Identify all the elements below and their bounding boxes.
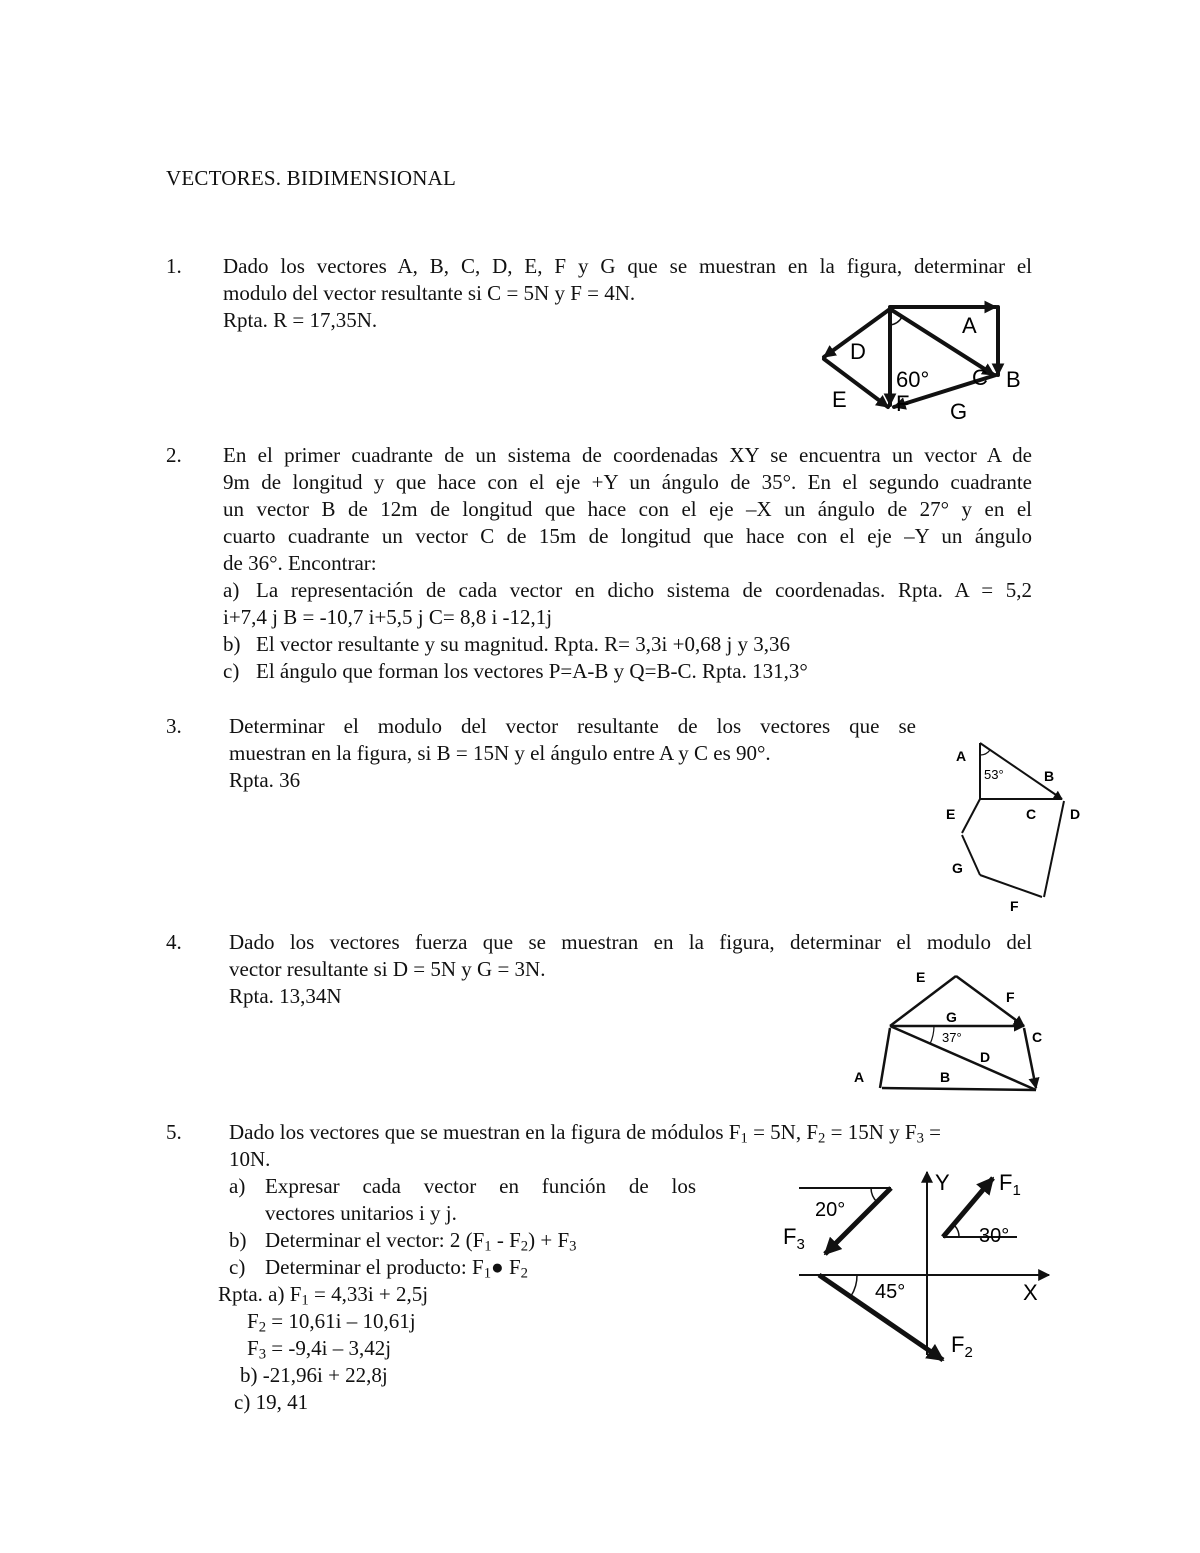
problem-4-text-line: vector resultante si D = 5N y G = 3N. — [229, 957, 546, 981]
angle-label: 60° — [896, 367, 930, 392]
f3-label: $F_3$ — [783, 1224, 805, 1253]
problem-1-answer: Rpta. R = 17,35N. — [223, 308, 378, 332]
item-marker: a) — [229, 1174, 246, 1198]
item-marker: a) — [223, 578, 240, 602]
angle-30-label: 30° — [979, 1225, 1010, 1247]
problem-1-text-line: Dado los vectores A, B, C, D, E, F y G que se muestran en la figura, determinar el — [223, 254, 1032, 278]
vector-d — [1044, 801, 1064, 897]
label-e: E — [946, 806, 956, 822]
angle-45-label: 45° — [875, 1281, 906, 1303]
angle-label: 53° — [984, 767, 1004, 782]
problem-3-figure — [940, 735, 1090, 915]
vector-g — [962, 835, 980, 875]
vector-e — [962, 799, 980, 833]
label-b: B — [1006, 367, 1021, 392]
label-a: A — [962, 313, 977, 338]
label-f: F — [896, 391, 910, 416]
problem-2-text-line: En el primer cuadrante de un sistema de coordenadas XY se encuentra un vector A de — [223, 443, 1032, 467]
label-a: A — [854, 1069, 865, 1085]
item-text-line: La representación de cada vector en dicho sistema de coordenadas. Rpta. A = 5,2 — [256, 578, 1032, 602]
problem-5-text-line: 10N. — [229, 1147, 271, 1171]
angle-arc-f2 — [851, 1275, 857, 1296]
problem-4-answer: Rpta. 13,34N — [229, 984, 342, 1008]
item-marker: c) — [223, 659, 240, 683]
label-a: A — [956, 748, 967, 764]
problem-2-text-line: de 36°. Encontrar: — [223, 551, 377, 575]
vector-b — [882, 1088, 1036, 1090]
problem-2-text-line: cuarto cuadrante un vector C de 15m de longitud que hace con el eje –Y un ángulo — [223, 524, 1032, 548]
problem-3-text-line: muestran en la figura, si B = 15N y el ángulo entre A y C es 90°. — [229, 741, 771, 765]
vector-f — [980, 875, 1042, 897]
label-e: E — [832, 387, 847, 412]
problem-4-text-line: Dado los vectores fuerza que se muestran en la figura, determinar el modulo del — [229, 930, 1032, 954]
item-text-line: El vector resultante y su magnitud. Rpta. R= 3,3i +0,68 j y 3,36 — [256, 632, 791, 656]
angle-arc — [980, 750, 990, 755]
problem-3-text-line: Determinar el modulo del vector resultante de los vectores que se — [229, 714, 916, 738]
label-b: B — [1044, 768, 1055, 784]
angle-label: 37° — [942, 1030, 962, 1045]
answer-line: $F_3 = -9,4i - 3,42j$ — [247, 1336, 392, 1363]
problem-2-text-line: un vector B de 12m de longitud que hace con el eje –X un ángulo de 27° y en el — [223, 497, 1032, 521]
label-g: G — [952, 860, 963, 876]
item-text-line: Determinar el producto: $F_1●$ $F_2$ — [265, 1255, 528, 1282]
label-d: D — [850, 339, 866, 364]
item-text-line: i+7,4 j B = -10,7 i+5,5 j C= 8,8 i -12,1j — [223, 605, 553, 629]
item-marker: b) — [229, 1228, 247, 1252]
problem-3-answer: Rpta. 36 — [229, 768, 301, 792]
page-title: VECTORES. BIDIMENSIONAL — [166, 166, 457, 190]
f1-label: $F_1$ — [999, 1170, 1021, 1199]
vector-f3 — [825, 1188, 891, 1254]
item-text-line: Expresar cada vector en función de los — [265, 1174, 696, 1198]
label-d: D — [1070, 806, 1081, 822]
problem-5-number: 5. — [166, 1120, 182, 1144]
item-marker: b) — [223, 632, 241, 656]
answer-line: Rpta. a) $F_1 = 4,33i + 2,5j$ — [218, 1282, 429, 1309]
problem-1-figure — [810, 295, 1040, 425]
problem-5-text-line: Dado los vectores que se muestran en la figura de módulos $F_1 = 5N$, $F_2 = 15N$ y $F_3$ = — [229, 1120, 941, 1147]
problem-2-number: 2. — [166, 443, 182, 467]
problem-4-figure — [850, 962, 1055, 1092]
item-text-line: El ángulo que forman los vectores P=A-B y Q=B-C. Rpta. 131,3° — [256, 659, 808, 683]
vector-a — [880, 1028, 890, 1088]
problem-1-number: 1. — [166, 254, 182, 278]
label-c: C — [1032, 1029, 1043, 1045]
angle-20-label: 20° — [815, 1199, 846, 1221]
answer-line: $F_2 = 10,61i - 10,61j$ — [247, 1309, 416, 1336]
label-f: F — [1010, 898, 1019, 914]
f2-label: $F_2$ — [951, 1332, 973, 1361]
angle-arc — [930, 1026, 934, 1044]
label-f: F — [1006, 989, 1015, 1005]
problem-1-text-line: modulo del vector resultante si C = 5N y F = 4N. — [223, 281, 636, 305]
angle-arc-f1 — [955, 1226, 959, 1237]
problem-4-number: 4. — [166, 930, 182, 954]
item-text-line: vectores unitarios i y j. — [265, 1201, 457, 1225]
axis-x-label: X — [1023, 1280, 1038, 1305]
problem-5-figure — [775, 1160, 1060, 1375]
label-e: E — [916, 969, 926, 985]
problem-2-text-line: 9m de longitud y que hace con el eje +Y un ángulo de 35°. En el segundo cuadrante — [223, 470, 1032, 494]
vector-d — [890, 1026, 1036, 1090]
problem-3-number: 3. — [166, 714, 182, 738]
answer-line: c) 19, 41 — [234, 1390, 309, 1414]
label-c: C — [972, 365, 988, 390]
label-c: C — [1026, 806, 1037, 822]
label-g: G — [950, 399, 968, 424]
item-text-line: Determinar el vector: 2 $(F_1 - F_2) + F_3$ — [265, 1228, 577, 1255]
answer-line: b) -21,96i + 22,8j — [240, 1363, 388, 1387]
item-marker: c) — [229, 1255, 246, 1279]
label-g: G — [946, 1009, 957, 1025]
label-d: D — [980, 1049, 991, 1065]
axis-y-label: Y — [935, 1170, 950, 1195]
label-b: B — [940, 1069, 951, 1085]
